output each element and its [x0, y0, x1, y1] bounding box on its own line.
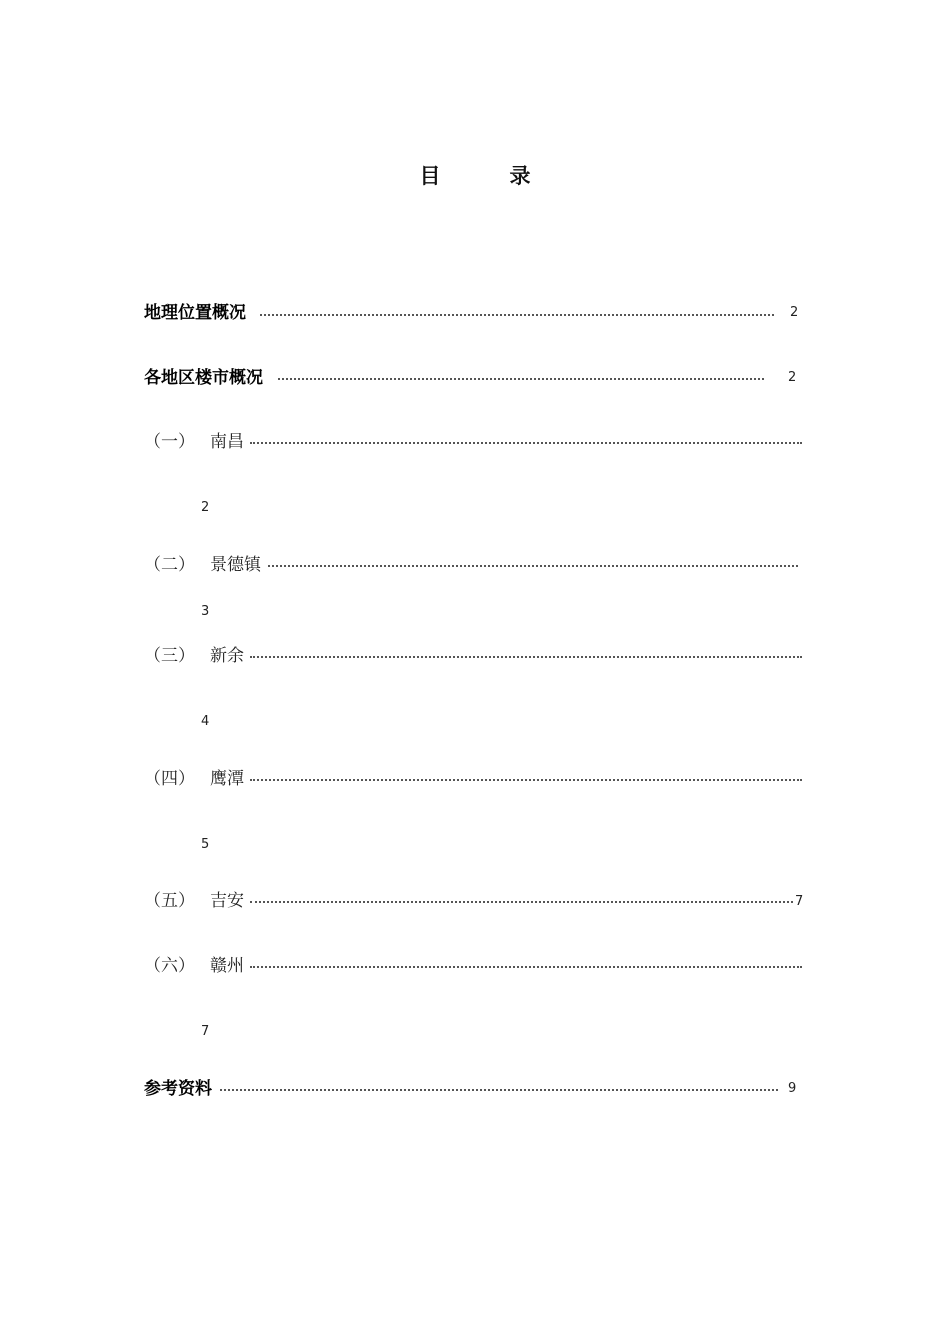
dot-leader [278, 376, 764, 380]
toc-entry-prefix: （六） [144, 956, 195, 976]
toc-entry-prefix: （五） [144, 891, 195, 911]
toc-page-number: 2 [790, 305, 799, 320]
toc-title: 目 录 [419, 164, 555, 188]
toc-page-number: 2 [788, 370, 797, 385]
dot-leader [250, 964, 802, 968]
toc-entry-prefix: （四） [144, 769, 195, 789]
toc-entry-geography[interactable] [144, 298, 246, 326]
toc-page-number: 9 [788, 1081, 797, 1096]
toc-entry-label: 地理位置概况 [144, 303, 246, 323]
toc-entry-label: 南昌 [210, 432, 244, 452]
dot-leader [250, 654, 802, 658]
toc-entry-yingtan[interactable] [144, 764, 244, 792]
toc-page-number: 3 [201, 604, 210, 619]
dot-leader [268, 563, 798, 567]
toc-entry-prefix: （一） [144, 432, 195, 452]
toc-page-number: 7 [795, 894, 804, 909]
toc-entry-regional-market[interactable] [144, 363, 263, 391]
dot-leader [250, 777, 802, 781]
toc-entry-label: 新余 [210, 646, 244, 666]
toc-entry-jian[interactable] [144, 886, 244, 914]
toc-entry-nanchang[interactable] [144, 427, 244, 455]
toc-entry-label: 各地区楼市概况 [144, 368, 263, 388]
toc-entry-label: 参考资料 [144, 1079, 212, 1099]
toc-page-number: 2 [201, 500, 210, 515]
dot-leader [250, 440, 802, 444]
toc-entry-label: 鹰潭 [210, 769, 244, 789]
toc-entry-references[interactable] [144, 1074, 212, 1102]
toc-entry-label: 吉安 [210, 891, 244, 911]
toc-entry-xinyu[interactable] [144, 641, 244, 669]
toc-page-number: 7 [201, 1024, 210, 1039]
dot-leader [220, 1087, 778, 1091]
dot-leader [260, 312, 774, 316]
toc-entry-jingdezhen[interactable] [144, 550, 261, 578]
toc-entry-prefix: （二） [144, 555, 195, 575]
dot-leader [250, 899, 793, 903]
toc-entry-label: 赣州 [210, 956, 244, 976]
toc-page-number: 5 [201, 837, 210, 852]
toc-entry-label: 景德镇 [210, 555, 261, 575]
toc-page-number: 4 [201, 714, 210, 729]
toc-entry-prefix: （三） [144, 646, 195, 666]
toc-entry-ganzhou[interactable] [144, 951, 244, 979]
